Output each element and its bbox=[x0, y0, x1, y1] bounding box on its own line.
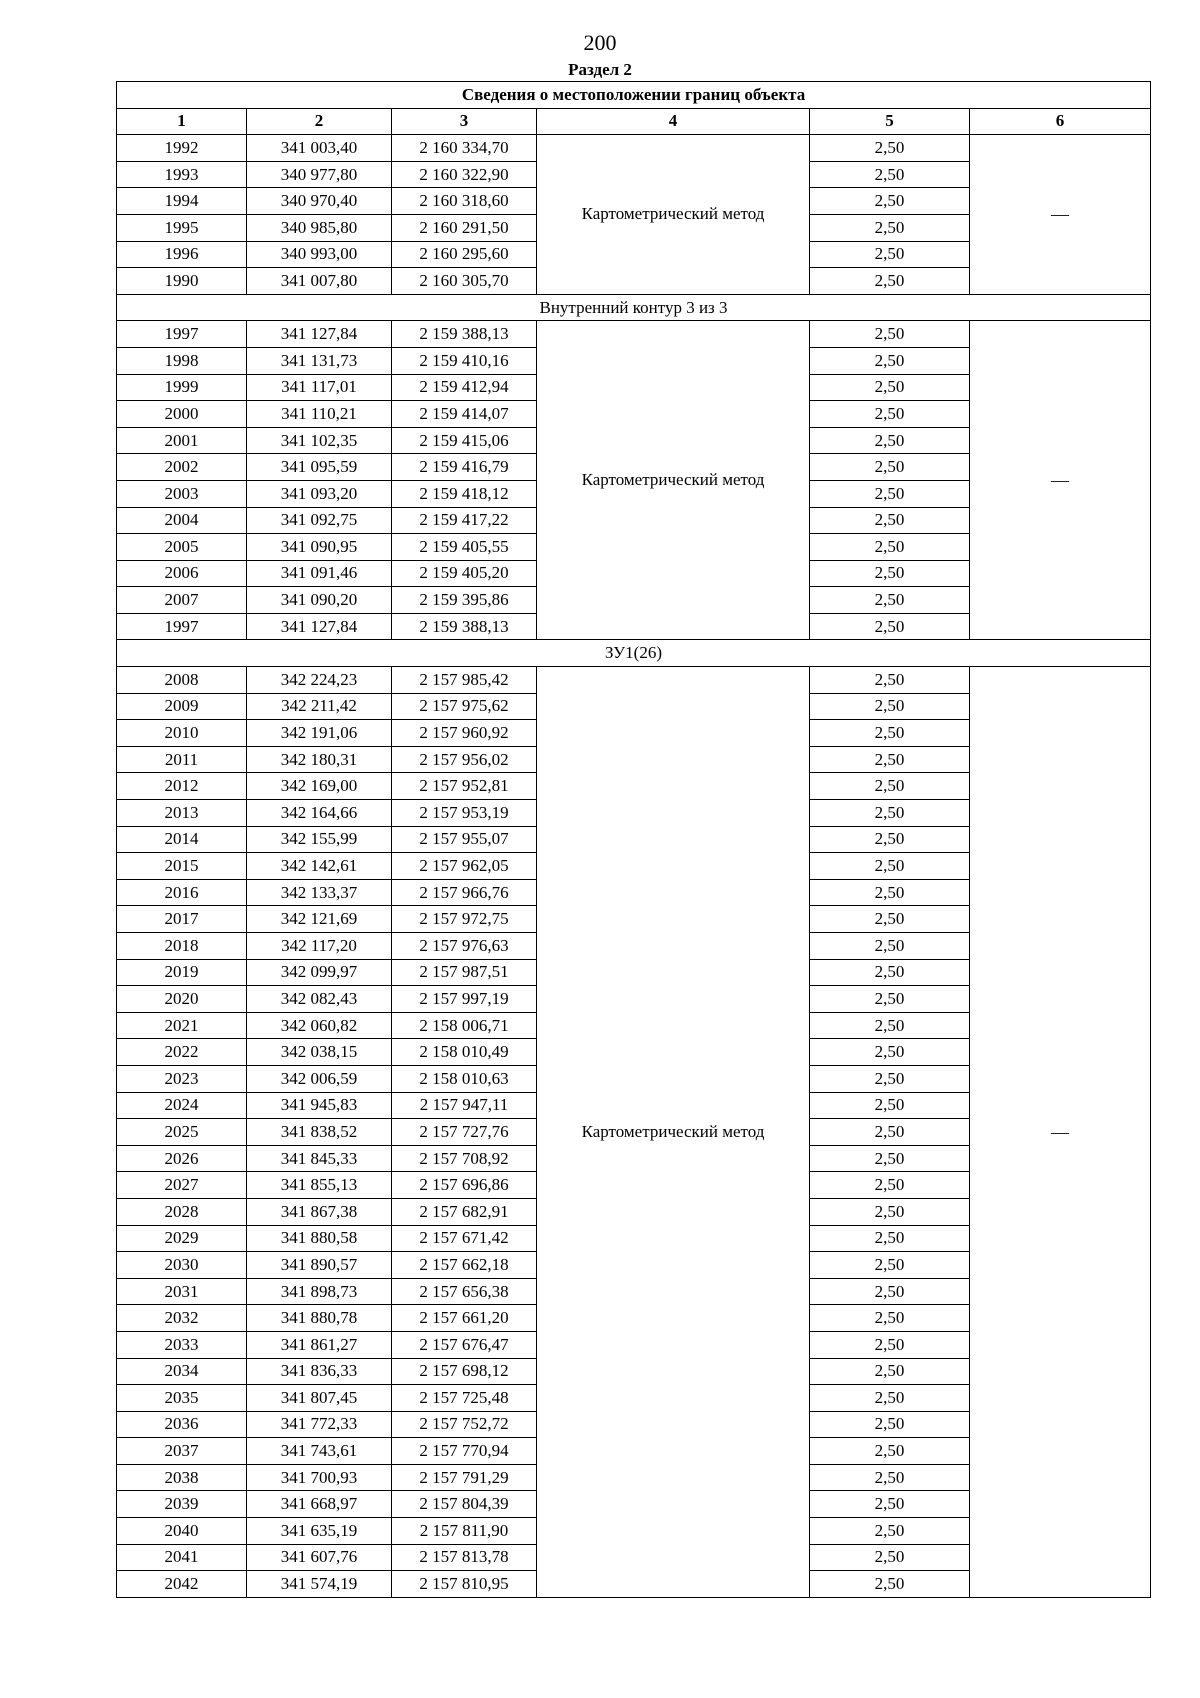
precision-cell: 2,50 bbox=[810, 454, 970, 481]
coord-x-cell: 341 102,35 bbox=[247, 427, 392, 454]
point-number-cell: 2033 bbox=[117, 1331, 247, 1358]
coord-y-cell: 2 157 976,63 bbox=[392, 933, 537, 960]
point-number-cell: 2015 bbox=[117, 853, 247, 880]
coord-y-cell: 2 157 671,42 bbox=[392, 1225, 537, 1252]
point-number-cell: 2008 bbox=[117, 667, 247, 694]
coord-x-cell: 341 607,76 bbox=[247, 1544, 392, 1571]
point-number-cell: 2040 bbox=[117, 1518, 247, 1545]
coord-y-cell: 2 157 972,75 bbox=[392, 906, 537, 933]
coord-x-cell: 341 743,61 bbox=[247, 1438, 392, 1465]
coord-y-cell: 2 157 727,76 bbox=[392, 1119, 537, 1146]
point-number-cell: 2019 bbox=[117, 959, 247, 986]
point-number-cell: 2034 bbox=[117, 1358, 247, 1385]
precision-cell: 2,50 bbox=[810, 1145, 970, 1172]
coord-x-cell: 341 131,73 bbox=[247, 347, 392, 374]
coord-y-cell: 2 159 388,13 bbox=[392, 613, 537, 640]
coord-x-cell: 341 700,93 bbox=[247, 1464, 392, 1491]
coord-y-cell: 2 157 810,95 bbox=[392, 1571, 537, 1598]
coord-y-cell: 2 157 952,81 bbox=[392, 773, 537, 800]
coord-y-cell: 2 157 975,62 bbox=[392, 693, 537, 720]
section-label: Внутренний контур 3 из 3 bbox=[117, 294, 1151, 321]
precision-cell: 2,50 bbox=[810, 667, 970, 694]
coord-y-cell: 2 160 322,90 bbox=[392, 161, 537, 188]
point-number-cell: 2016 bbox=[117, 879, 247, 906]
coord-y-cell: 2 157 947,11 bbox=[392, 1092, 537, 1119]
coord-y-cell: 2 159 415,06 bbox=[392, 427, 537, 454]
precision-cell: 2,50 bbox=[810, 401, 970, 428]
coord-x-cell: 341 898,73 bbox=[247, 1278, 392, 1305]
coord-x-cell: 341 880,78 bbox=[247, 1305, 392, 1332]
coord-x-cell: 341 945,83 bbox=[247, 1092, 392, 1119]
coord-x-cell: 341 772,33 bbox=[247, 1411, 392, 1438]
section-label-row bbox=[117, 294, 1151, 321]
point-number-cell: 1990 bbox=[117, 268, 247, 295]
precision-cell: 2,50 bbox=[810, 720, 970, 747]
point-number-cell: 2029 bbox=[117, 1225, 247, 1252]
point-number-cell: 2000 bbox=[117, 401, 247, 428]
precision-cell: 2,50 bbox=[810, 1544, 970, 1571]
point-number-cell: 2028 bbox=[117, 1198, 247, 1225]
precision-cell: 2,50 bbox=[810, 933, 970, 960]
point-number-cell: 1998 bbox=[117, 347, 247, 374]
column6-cell: — bbox=[970, 667, 1151, 1598]
boundary-coordinates-table bbox=[116, 81, 1151, 1598]
precision-cell: 2,50 bbox=[810, 268, 970, 295]
coord-x-cell: 342 117,20 bbox=[247, 933, 392, 960]
section-label: ЗУ1(26) bbox=[117, 640, 1151, 667]
coord-x-cell: 342 180,31 bbox=[247, 746, 392, 773]
coord-y-cell: 2 157 698,12 bbox=[392, 1358, 537, 1385]
point-number-cell: 2027 bbox=[117, 1172, 247, 1199]
coord-y-cell: 2 157 956,02 bbox=[392, 746, 537, 773]
precision-cell: 2,50 bbox=[810, 1039, 970, 1066]
coord-y-cell: 2 157 811,90 bbox=[392, 1518, 537, 1545]
column-header: 3 bbox=[392, 108, 537, 135]
coord-y-cell: 2 157 682,91 bbox=[392, 1198, 537, 1225]
coord-x-cell: 341 090,20 bbox=[247, 587, 392, 614]
point-number-cell: 2022 bbox=[117, 1039, 247, 1066]
precision-cell: 2,50 bbox=[810, 853, 970, 880]
table-row bbox=[117, 135, 1151, 162]
coord-y-cell: 2 157 791,29 bbox=[392, 1464, 537, 1491]
point-number-cell: 2010 bbox=[117, 720, 247, 747]
coord-x-cell: 341 117,01 bbox=[247, 374, 392, 401]
coord-x-cell: 342 121,69 bbox=[247, 906, 392, 933]
coord-x-cell: 341 838,52 bbox=[247, 1119, 392, 1146]
precision-cell: 2,50 bbox=[810, 1172, 970, 1199]
precision-cell: 2,50 bbox=[810, 374, 970, 401]
point-number-cell: 2007 bbox=[117, 587, 247, 614]
coord-x-cell: 342 164,66 bbox=[247, 800, 392, 827]
coord-x-cell: 341 092,75 bbox=[247, 507, 392, 534]
point-number-cell: 2005 bbox=[117, 534, 247, 561]
coord-y-cell: 2 157 662,18 bbox=[392, 1252, 537, 1279]
precision-cell: 2,50 bbox=[810, 161, 970, 188]
coord-x-cell: 342 142,61 bbox=[247, 853, 392, 880]
coord-y-cell: 2 159 412,94 bbox=[392, 374, 537, 401]
column6-cell: — bbox=[970, 321, 1151, 640]
point-number-cell: 2023 bbox=[117, 1065, 247, 1092]
page-number: 200 bbox=[583, 30, 617, 55]
coord-x-cell: 341 127,84 bbox=[247, 613, 392, 640]
coord-x-cell: 341 090,95 bbox=[247, 534, 392, 561]
coord-y-cell: 2 157 770,94 bbox=[392, 1438, 537, 1465]
coord-x-cell: 340 993,00 bbox=[247, 241, 392, 268]
point-number-cell: 2042 bbox=[117, 1571, 247, 1598]
table-row bbox=[117, 321, 1151, 348]
precision-cell: 2,50 bbox=[810, 188, 970, 215]
coord-y-cell: 2 159 405,20 bbox=[392, 560, 537, 587]
precision-cell: 2,50 bbox=[810, 560, 970, 587]
coord-y-cell: 2 159 405,55 bbox=[392, 534, 537, 561]
coord-y-cell: 2 159 395,86 bbox=[392, 587, 537, 614]
point-number-cell: 2036 bbox=[117, 1411, 247, 1438]
precision-cell: 2,50 bbox=[810, 773, 970, 800]
coord-x-cell: 342 155,99 bbox=[247, 826, 392, 853]
precision-cell: 2,50 bbox=[810, 135, 970, 162]
coord-x-cell: 342 082,43 bbox=[247, 986, 392, 1013]
coord-x-cell: 342 099,97 bbox=[247, 959, 392, 986]
point-number-cell: 2025 bbox=[117, 1119, 247, 1146]
precision-cell: 2,50 bbox=[810, 427, 970, 454]
coord-x-cell: 342 224,23 bbox=[247, 667, 392, 694]
coord-y-cell: 2 158 010,49 bbox=[392, 1039, 537, 1066]
method-cell: Картометрический метод bbox=[537, 667, 810, 1598]
precision-cell: 2,50 bbox=[810, 1119, 970, 1146]
precision-cell: 2,50 bbox=[810, 321, 970, 348]
section-label-row bbox=[117, 640, 1151, 667]
point-number-cell: 2009 bbox=[117, 693, 247, 720]
coord-y-cell: 2 157 708,92 bbox=[392, 1145, 537, 1172]
table-title-row bbox=[117, 82, 1151, 109]
coord-x-cell: 341 890,57 bbox=[247, 1252, 392, 1279]
coord-x-cell: 342 038,15 bbox=[247, 1039, 392, 1066]
precision-cell: 2,50 bbox=[810, 800, 970, 827]
coord-y-cell: 2 157 987,51 bbox=[392, 959, 537, 986]
precision-cell: 2,50 bbox=[810, 1491, 970, 1518]
precision-cell: 2,50 bbox=[810, 1252, 970, 1279]
column6-cell: — bbox=[970, 135, 1151, 295]
precision-cell: 2,50 bbox=[810, 1331, 970, 1358]
precision-cell: 2,50 bbox=[810, 1092, 970, 1119]
coord-y-cell: 2 159 416,79 bbox=[392, 454, 537, 481]
coord-y-cell: 2 157 676,47 bbox=[392, 1331, 537, 1358]
coord-y-cell: 2 160 318,60 bbox=[392, 188, 537, 215]
coord-x-cell: 341 093,20 bbox=[247, 480, 392, 507]
precision-cell: 2,50 bbox=[810, 959, 970, 986]
coord-x-cell: 341 855,13 bbox=[247, 1172, 392, 1199]
point-number-cell: 1994 bbox=[117, 188, 247, 215]
coord-y-cell: 2 157 960,92 bbox=[392, 720, 537, 747]
precision-cell: 2,50 bbox=[810, 1464, 970, 1491]
column-header: 5 bbox=[810, 108, 970, 135]
precision-cell: 2,50 bbox=[810, 693, 970, 720]
point-number-cell: 2035 bbox=[117, 1385, 247, 1412]
precision-cell: 2,50 bbox=[810, 1198, 970, 1225]
point-number-cell: 2002 bbox=[117, 454, 247, 481]
precision-cell: 2,50 bbox=[810, 1305, 970, 1332]
point-number-cell: 1999 bbox=[117, 374, 247, 401]
coord-y-cell: 2 160 291,50 bbox=[392, 214, 537, 241]
coord-x-cell: 341 807,45 bbox=[247, 1385, 392, 1412]
point-number-cell: 2038 bbox=[117, 1464, 247, 1491]
coord-x-cell: 342 169,00 bbox=[247, 773, 392, 800]
coord-y-cell: 2 157 752,72 bbox=[392, 1411, 537, 1438]
coord-y-cell: 2 159 414,07 bbox=[392, 401, 537, 428]
coord-y-cell: 2 157 661,20 bbox=[392, 1305, 537, 1332]
coord-y-cell: 2 159 388,13 bbox=[392, 321, 537, 348]
precision-cell: 2,50 bbox=[810, 1012, 970, 1039]
coord-x-cell: 342 133,37 bbox=[247, 879, 392, 906]
coord-x-cell: 341 867,38 bbox=[247, 1198, 392, 1225]
precision-cell: 2,50 bbox=[810, 241, 970, 268]
precision-cell: 2,50 bbox=[810, 587, 970, 614]
table-title: Сведения о местоположении границ объекта bbox=[117, 82, 1151, 109]
precision-cell: 2,50 bbox=[810, 879, 970, 906]
coord-x-cell: 342 191,06 bbox=[247, 720, 392, 747]
precision-cell: 2,50 bbox=[810, 906, 970, 933]
section-title: Раздел 2 bbox=[568, 60, 632, 79]
point-number-cell: 2013 bbox=[117, 800, 247, 827]
coord-y-cell: 2 157 966,76 bbox=[392, 879, 537, 906]
point-number-cell: 1995 bbox=[117, 214, 247, 241]
coord-y-cell: 2 157 997,19 bbox=[392, 986, 537, 1013]
coord-y-cell: 2 157 813,78 bbox=[392, 1544, 537, 1571]
coord-x-cell: 341 836,33 bbox=[247, 1358, 392, 1385]
coord-y-cell: 2 158 010,63 bbox=[392, 1065, 537, 1092]
precision-cell: 2,50 bbox=[810, 1571, 970, 1598]
point-number-cell: 2003 bbox=[117, 480, 247, 507]
precision-cell: 2,50 bbox=[810, 986, 970, 1013]
coord-x-cell: 341 095,59 bbox=[247, 454, 392, 481]
precision-cell: 2,50 bbox=[810, 534, 970, 561]
coord-x-cell: 341 635,19 bbox=[247, 1518, 392, 1545]
coord-y-cell: 2 157 953,19 bbox=[392, 800, 537, 827]
point-number-cell: 2004 bbox=[117, 507, 247, 534]
precision-cell: 2,50 bbox=[810, 1385, 970, 1412]
coord-y-cell: 2 157 955,07 bbox=[392, 826, 537, 853]
point-number-cell: 2026 bbox=[117, 1145, 247, 1172]
point-number-cell: 2020 bbox=[117, 986, 247, 1013]
column-header: 1 bbox=[117, 108, 247, 135]
coord-x-cell: 342 211,42 bbox=[247, 693, 392, 720]
point-number-cell: 2039 bbox=[117, 1491, 247, 1518]
column-header: 2 bbox=[247, 108, 392, 135]
coord-y-cell: 2 157 804,39 bbox=[392, 1491, 537, 1518]
precision-cell: 2,50 bbox=[810, 1225, 970, 1252]
coord-x-cell: 341 110,21 bbox=[247, 401, 392, 428]
point-number-cell: 2001 bbox=[117, 427, 247, 454]
point-number-cell: 2032 bbox=[117, 1305, 247, 1332]
point-number-cell: 2021 bbox=[117, 1012, 247, 1039]
column-header: 4 bbox=[537, 108, 810, 135]
precision-cell: 2,50 bbox=[810, 1065, 970, 1092]
point-number-cell: 2011 bbox=[117, 746, 247, 773]
coord-y-cell: 2 159 418,12 bbox=[392, 480, 537, 507]
coord-x-cell: 341 127,84 bbox=[247, 321, 392, 348]
point-number-cell: 2037 bbox=[117, 1438, 247, 1465]
point-number-cell: 2014 bbox=[117, 826, 247, 853]
coord-y-cell: 2 157 656,38 bbox=[392, 1278, 537, 1305]
point-number-cell: 1997 bbox=[117, 613, 247, 640]
coord-x-cell: 341 668,97 bbox=[247, 1491, 392, 1518]
precision-cell: 2,50 bbox=[810, 1518, 970, 1545]
precision-cell: 2,50 bbox=[810, 826, 970, 853]
coord-y-cell: 2 157 962,05 bbox=[392, 853, 537, 880]
precision-cell: 2,50 bbox=[810, 1358, 970, 1385]
precision-cell: 2,50 bbox=[810, 347, 970, 374]
precision-cell: 2,50 bbox=[810, 480, 970, 507]
coord-x-cell: 341 845,33 bbox=[247, 1145, 392, 1172]
coord-y-cell: 2 159 417,22 bbox=[392, 507, 537, 534]
coord-x-cell: 341 091,46 bbox=[247, 560, 392, 587]
table-body bbox=[117, 135, 1151, 1598]
precision-cell: 2,50 bbox=[810, 613, 970, 640]
column-header: 6 bbox=[970, 108, 1151, 135]
coord-x-cell: 340 970,40 bbox=[247, 188, 392, 215]
point-number-cell: 2031 bbox=[117, 1278, 247, 1305]
method-cell: Картометрический метод bbox=[537, 321, 810, 640]
point-number-cell: 1992 bbox=[117, 135, 247, 162]
point-number-cell: 1997 bbox=[117, 321, 247, 348]
coord-x-cell: 341 574,19 bbox=[247, 1571, 392, 1598]
coord-x-cell: 342 060,82 bbox=[247, 1012, 392, 1039]
precision-cell: 2,50 bbox=[810, 746, 970, 773]
point-number-cell: 1993 bbox=[117, 161, 247, 188]
coord-y-cell: 2 157 725,48 bbox=[392, 1385, 537, 1412]
precision-cell: 2,50 bbox=[810, 507, 970, 534]
coord-x-cell: 341 007,80 bbox=[247, 268, 392, 295]
precision-cell: 2,50 bbox=[810, 1438, 970, 1465]
coord-x-cell: 342 006,59 bbox=[247, 1065, 392, 1092]
point-number-cell: 2006 bbox=[117, 560, 247, 587]
coord-y-cell: 2 160 305,70 bbox=[392, 268, 537, 295]
point-number-cell: 2041 bbox=[117, 1544, 247, 1571]
coord-x-cell: 340 985,80 bbox=[247, 214, 392, 241]
coord-y-cell: 2 160 334,70 bbox=[392, 135, 537, 162]
coord-x-cell: 341 003,40 bbox=[247, 135, 392, 162]
coord-x-cell: 341 880,58 bbox=[247, 1225, 392, 1252]
table-header-row bbox=[117, 108, 1151, 135]
point-number-cell: 2012 bbox=[117, 773, 247, 800]
point-number-cell: 2018 bbox=[117, 933, 247, 960]
precision-cell: 2,50 bbox=[810, 214, 970, 241]
coord-x-cell: 340 977,80 bbox=[247, 161, 392, 188]
point-number-cell: 2030 bbox=[117, 1252, 247, 1279]
coord-y-cell: 2 157 985,42 bbox=[392, 667, 537, 694]
point-number-cell: 2024 bbox=[117, 1092, 247, 1119]
precision-cell: 2,50 bbox=[810, 1278, 970, 1305]
point-number-cell: 2017 bbox=[117, 906, 247, 933]
coord-y-cell: 2 158 006,71 bbox=[392, 1012, 537, 1039]
coord-y-cell: 2 160 295,60 bbox=[392, 241, 537, 268]
table-row bbox=[117, 667, 1151, 694]
coord-y-cell: 2 157 696,86 bbox=[392, 1172, 537, 1199]
method-cell: Картометрический метод bbox=[537, 135, 810, 295]
precision-cell: 2,50 bbox=[810, 1411, 970, 1438]
point-number-cell: 1996 bbox=[117, 241, 247, 268]
coord-x-cell: 341 861,27 bbox=[247, 1331, 392, 1358]
coord-y-cell: 2 159 410,16 bbox=[392, 347, 537, 374]
